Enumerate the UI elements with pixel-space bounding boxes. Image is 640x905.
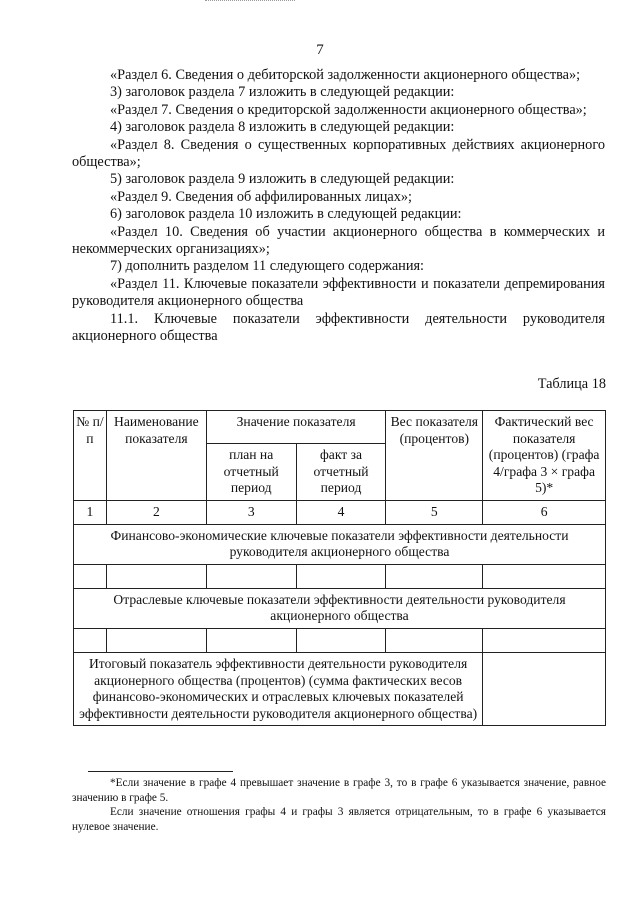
- table-cell: [106, 628, 206, 652]
- paragraph: 5) заголовок раздела 9 изложить в следующей редакции:: [110, 171, 455, 188]
- paragraph: «Раздел 8. Сведения о существенных корпоративных действиях акционерного общества»;: [72, 136, 605, 171]
- header-cell-actual-weight: Фактический вес показателя (процентов) (графа 4/графа 3 × графа 5)*: [483, 411, 606, 501]
- paragraph: 7) дополнить разделом 11 следующего содержания:: [110, 258, 425, 275]
- footnotes: [72, 776, 606, 834]
- table-cell: [483, 628, 606, 652]
- table-cell: [483, 564, 606, 588]
- paragraph: «Раздел 10. Сведения об участии акционерного общества в коммерческих и некоммерческих организациях»;: [72, 223, 605, 258]
- total-value-cell: [483, 652, 606, 725]
- table-total-row: [74, 652, 606, 725]
- total-label-cell: Итоговый показатель эффективности деятельности руководителя акционерного общества (процентов) (сумма фактических весов финансово-экономических и отраслевых ключевых показателей эффективности деятельности руководителя акционерного общества): [74, 652, 483, 725]
- body-text: [72, 67, 605, 346]
- scan-artifact: [205, 0, 295, 4]
- table-cell: [386, 564, 483, 588]
- table-cell: [296, 564, 386, 588]
- paragraph: 6) заголовок раздела 10 изложить в следующей редакции:: [110, 206, 462, 223]
- header-cell-plan: план на отчетный период: [206, 444, 296, 501]
- paragraph: «Раздел 7. Сведения о кредиторской задолженности акционерного общества»;: [110, 101, 587, 118]
- table-row: [74, 628, 606, 652]
- footnote: *Если значение в графе 4 превышает значение в графе 3, то в графе 6 указывается значение, равное значению в графе 5.: [72, 777, 606, 804]
- paragraph: 11.1. Ключевые показатели эффективности деятельности руководителя акционерного общества: [72, 310, 605, 345]
- paragraph: 3) заголовок раздела 7 изложить в следующей редакции:: [110, 84, 455, 101]
- column-number-cell: 1: [74, 500, 107, 524]
- table-row: [74, 564, 606, 588]
- header-cell-name: Наименование показателя: [106, 411, 206, 501]
- table-label: Таблица 18: [537, 376, 606, 392]
- table-cell: [206, 564, 296, 588]
- table-section-row: [74, 524, 606, 564]
- table-cell: [74, 628, 107, 652]
- column-number-cell: 3: [206, 500, 296, 524]
- header-cell-value: Значение показателя: [206, 411, 386, 444]
- page-number: 7: [316, 42, 324, 58]
- header-cell-number: № п/п: [74, 411, 107, 501]
- kpi-table: [73, 410, 606, 726]
- table-cell: [296, 628, 386, 652]
- paragraph: «Раздел 11. Ключевые показатели эффективности и показатели депремирования руководителя акционерного общества: [72, 275, 605, 310]
- table-cell: [386, 628, 483, 652]
- table-header-row: [74, 411, 606, 444]
- table-section-row: [74, 588, 606, 628]
- paragraph: «Раздел 6. Сведения о дебиторской задолженности акционерного общества»;: [110, 67, 581, 83]
- section-financial: Финансово-экономические ключевые показатели эффективности деятельности руководителя акционерного общества: [74, 524, 606, 564]
- column-number-cell: 2: [106, 500, 206, 524]
- table-cell: [106, 564, 206, 588]
- table-column-numbers-row: [74, 500, 606, 524]
- table-cell: [74, 564, 107, 588]
- paragraph: «Раздел 9. Сведения об аффилированных лицах»;: [110, 188, 413, 205]
- column-number-cell: 4: [296, 500, 386, 524]
- column-number-cell: 5: [386, 500, 483, 524]
- table-cell: [206, 628, 296, 652]
- column-number-cell: 6: [483, 500, 606, 524]
- paragraph: 4) заголовок раздела 8 изложить в следующей редакции:: [110, 119, 455, 136]
- section-industry: Отраслевые ключевые показатели эффективности деятельности руководителя акционерного общества: [74, 588, 606, 628]
- footnote-separator: [88, 771, 233, 772]
- footnote: Если значение отношения графы 4 и графы 3 является отрицательным, то в графе 6 указывается нулевое значение.: [72, 806, 606, 833]
- header-cell-fact: факт за отчетный период: [296, 444, 386, 501]
- header-cell-weight: Вес показателя (процентов): [386, 411, 483, 501]
